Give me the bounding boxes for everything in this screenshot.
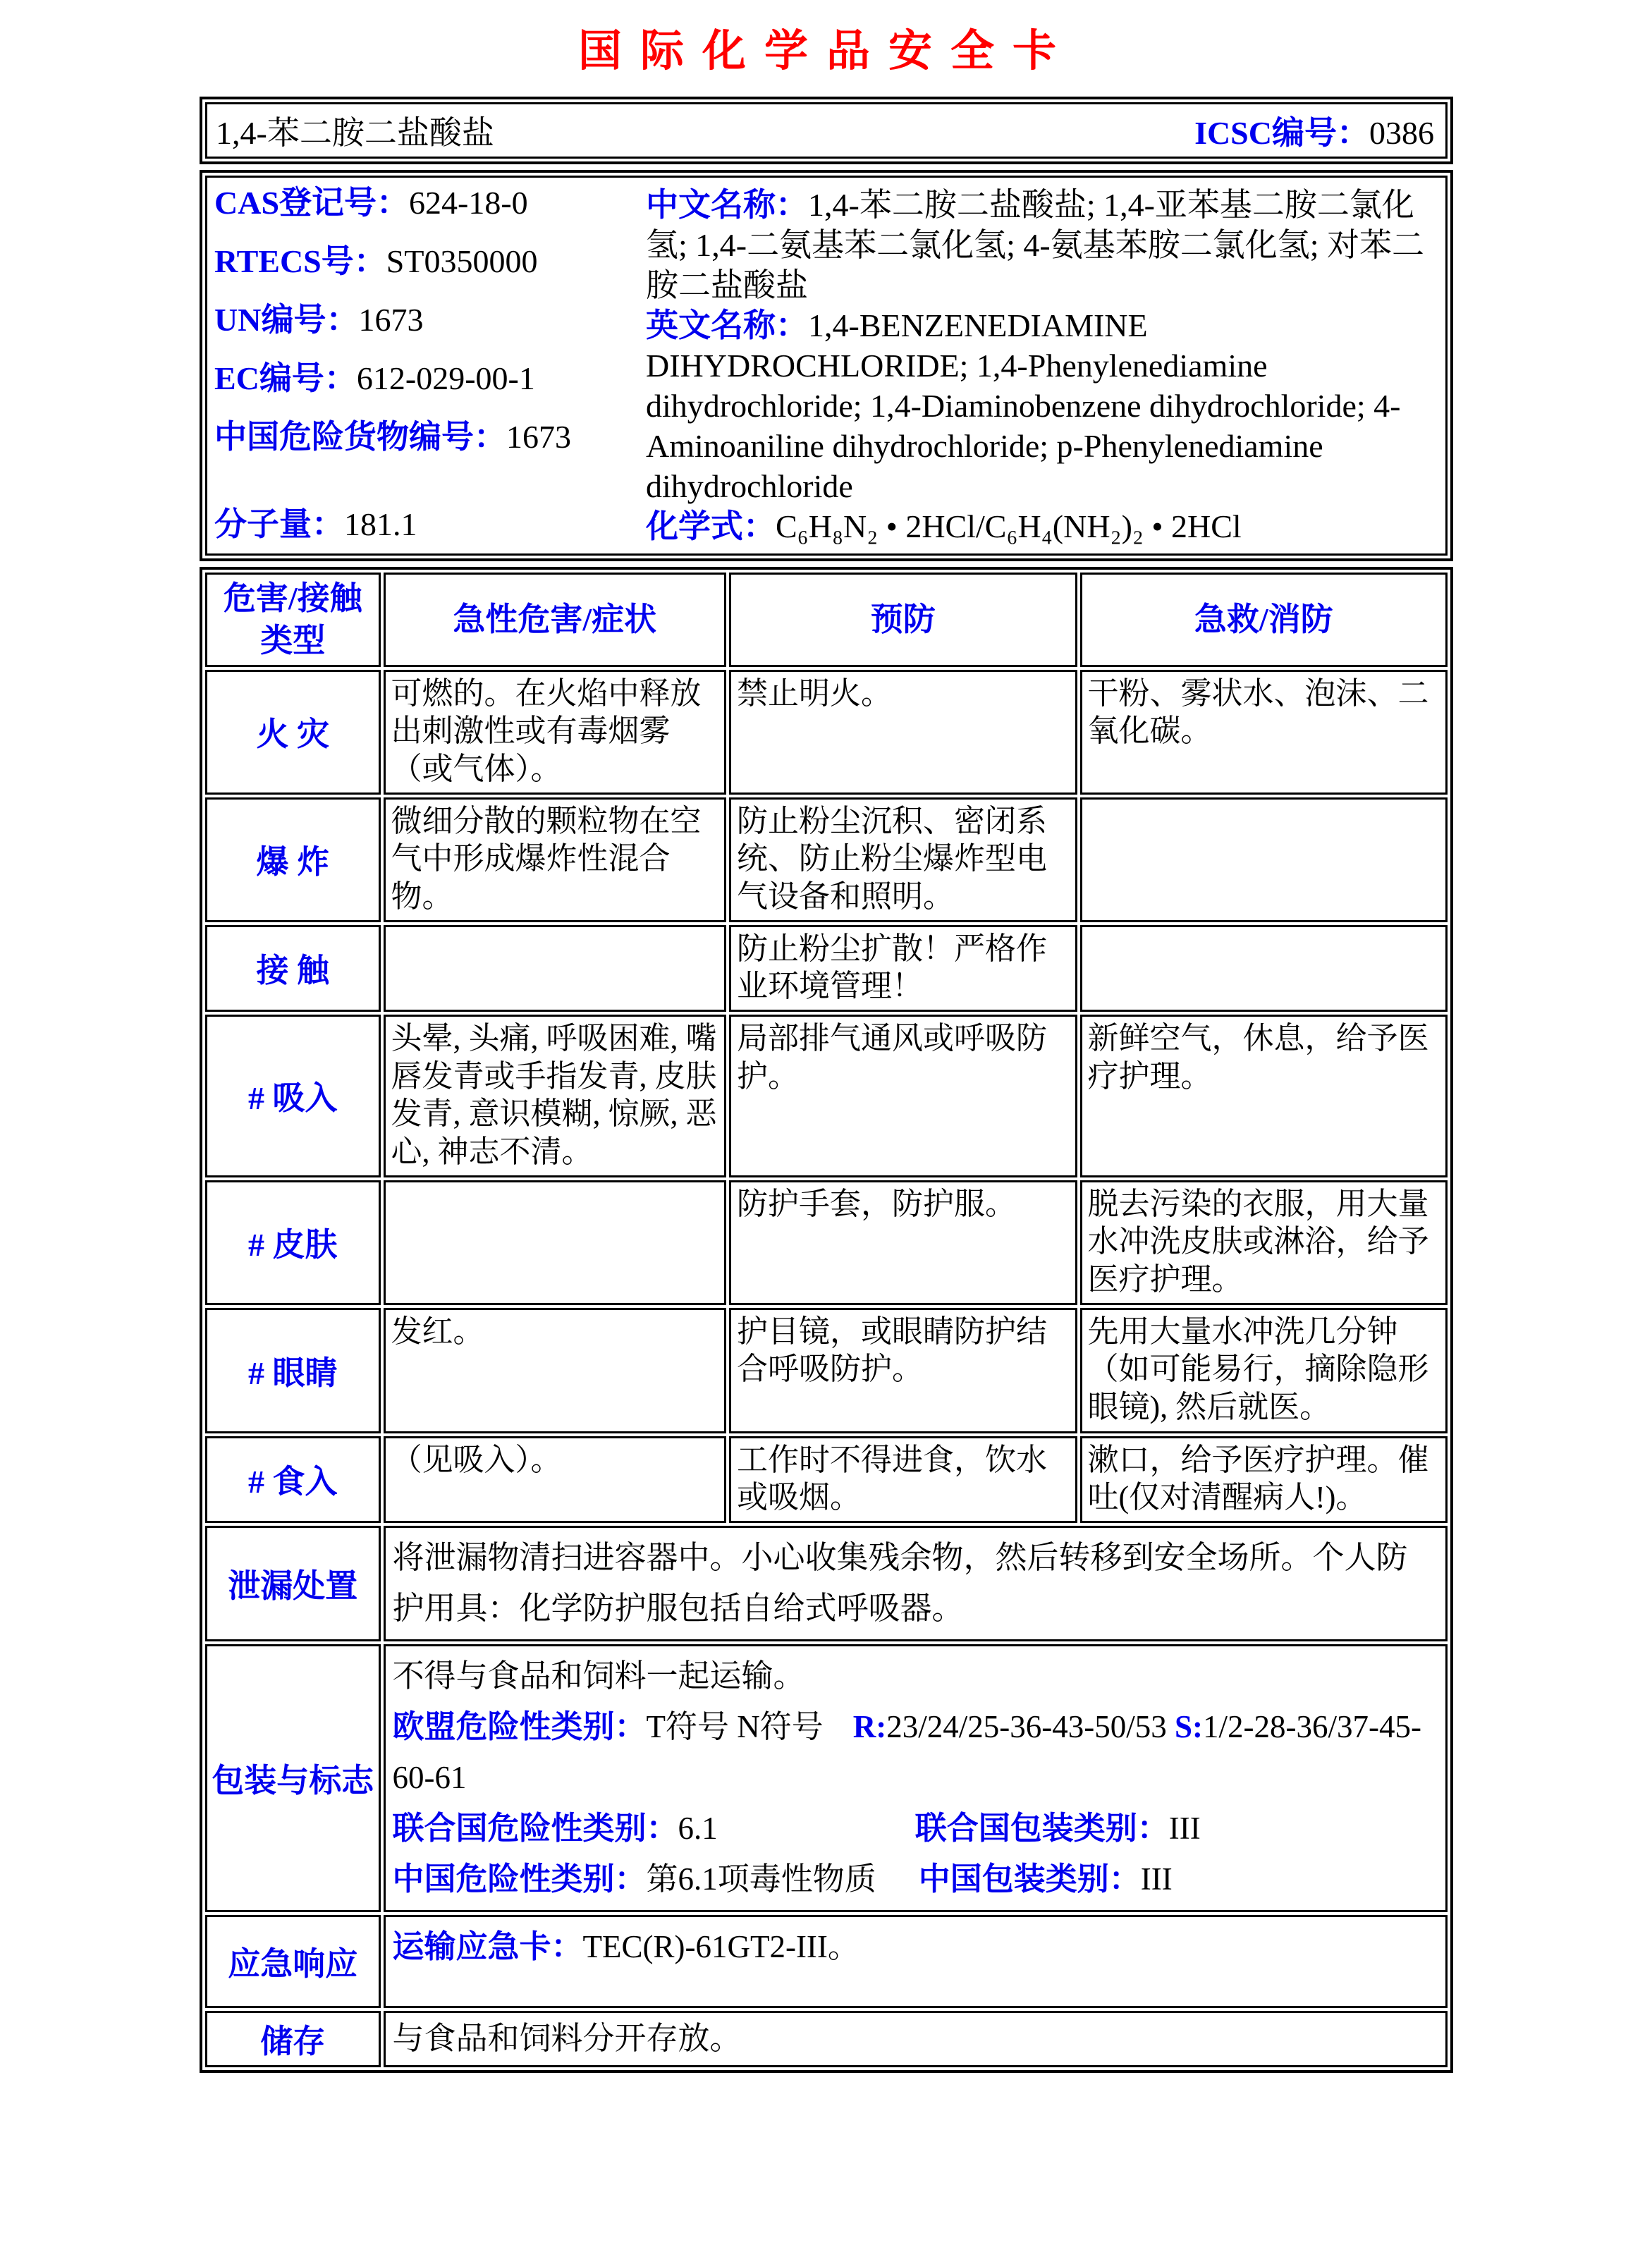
english-name-row — [646, 305, 1440, 506]
contact-firstaid — [1080, 925, 1448, 1012]
eyes-symptoms: 发红。 — [384, 1308, 727, 1433]
hazard-row-eyes — [205, 1308, 1448, 1433]
ingestion-symptoms: （见吸入）。 — [384, 1436, 727, 1523]
molecular-weight-row — [214, 506, 646, 544]
icsc-number — [1194, 107, 1434, 154]
hazard-row-inhalation — [205, 1015, 1448, 1177]
inhalation-firstaid: 新鲜空气，休息，给予医疗护理。 — [1080, 1015, 1448, 1177]
ingestion-prevention: 工作时不得进食，饮水或吸烟。 — [729, 1436, 1077, 1523]
ec-label: EC编号： — [214, 360, 357, 396]
fire-prevention: 禁止明火。 — [729, 670, 1077, 795]
packaging-row — [205, 1644, 1448, 1912]
packaging-eu-line — [393, 1701, 1439, 1803]
icsc-card — [200, 0, 1453, 2073]
formula-label: 化学式： — [646, 508, 776, 544]
contact-label: 接 触 — [205, 925, 381, 1012]
un-value: 1673 — [358, 301, 424, 338]
chinese-name-value: 1,4-苯二胺二盐酸盐; 1,4-亚苯基二胺二氯化氢; 1,4-二氨基苯二氯化氢; 4-氨基苯胺二氯化氢; 对苯二胺二盐酸盐 — [646, 187, 1424, 303]
un-class-value: 6.1 — [678, 1811, 718, 1847]
eu-s-value: 1/2-28-36/37-45-60-61 — [392, 1709, 1421, 1796]
identifier-row-rtecs — [214, 243, 646, 281]
cn-class-label: 中国危险性类别： — [392, 1861, 647, 1897]
identification-block — [200, 170, 1453, 561]
un-pack-label: 联合国包装类别： — [914, 1811, 1169, 1847]
emergency-label: 应急响应 — [205, 1915, 381, 2008]
identifier-row-cas — [214, 185, 646, 222]
ingestion-label: # 食入 — [205, 1436, 381, 1523]
hazard-row-skin — [205, 1180, 1448, 1305]
cn-pack-label: 中国包装类别： — [918, 1861, 1141, 1897]
cas-label: CAS登记号： — [214, 185, 410, 221]
explosion-label: 爆 炸 — [205, 797, 381, 922]
chemical-name: 1,4-苯二胺二盐酸盐 — [216, 115, 494, 151]
identifier-row-un — [214, 302, 646, 339]
chinese-name-label: 中文名称： — [646, 187, 808, 223]
explosion-prevention: 防止粉尘沉积、密闭系统、防止粉尘爆炸型电气设备和照明。 — [729, 797, 1077, 922]
chinese-name-row — [646, 185, 1440, 305]
inhalation-symptoms: 头晕, 头痛, 呼吸困难, 嘴唇发青或手指发青, 皮肤发青, 意识模糊, 惊厥, 恶心, 神志不清。 — [384, 1015, 727, 1177]
eyes-label: # 眼睛 — [205, 1308, 381, 1433]
spill-text: 将泄漏物清扫进容器中。小心收集残余物，然后转移到安全场所。个人防护用具：化学防护服包括自给式呼吸器。 — [384, 1526, 1448, 1641]
fire-firstaid: 干粉、雾状水、泡沫、二氧化碳。 — [1080, 670, 1448, 795]
packaging-transport-note: 不得与食品和饲料一起运输。 — [392, 1658, 805, 1694]
explosion-symptoms: 微细分散的颗粒物在空气中形成爆炸性混合物。 — [384, 797, 727, 922]
hazard-row-ingestion — [205, 1436, 1448, 1523]
fire-symptoms: 可燃的。在火焰中释放出刺激性或有毒烟雾（或气体）。 — [384, 670, 727, 795]
identifier-row-cn-dangerous-goods — [214, 419, 646, 456]
skin-label: # 皮肤 — [205, 1180, 381, 1305]
cn-class-value: 第6.1项毒性物质 — [646, 1861, 876, 1897]
english-name-value: 1,4-BENZENEDIAMINE DIHYDROCHLORIDE; 1,4-Phenylenediamine dihydrochloride; 1,4-Diaminobenzene dihydrochloride; 4-Aminoaniline dihydrochloride; p-Phenylenediamine dihydrochloride — [646, 307, 1401, 504]
un-label: UN编号： — [214, 301, 359, 338]
inhalation-label: # 吸入 — [205, 1015, 381, 1177]
eu-class-label: 欧盟危险性类别： — [392, 1709, 647, 1745]
explosion-firstaid — [1080, 797, 1448, 922]
packaging-cn-line — [393, 1854, 1439, 1904]
eu-s-label: S: — [1174, 1709, 1203, 1745]
skin-symptoms — [384, 1180, 727, 1305]
storage-row — [205, 2011, 1448, 2067]
registry-numbers-panel — [214, 185, 646, 546]
icsc-number-label: ICSC编号： — [1194, 115, 1369, 151]
formula-value: C₆H₈N₂ • 2HCl/C₆H₄(NH₂)₂ • 2HCl — [776, 508, 1242, 544]
eu-r-value: 23/24/25-36-43-50/53 — [886, 1709, 1167, 1745]
contact-symptoms — [384, 925, 727, 1012]
cn-dg-value: 1673 — [506, 418, 571, 455]
icsc-number-value: 0386 — [1369, 115, 1434, 151]
transport-card-value: TEC(R)-61GT2-III。 — [582, 1929, 859, 1965]
packaging-content — [384, 1644, 1448, 1912]
emergency-row — [205, 1915, 1448, 2008]
spill-label: 泄漏处置 — [205, 1526, 381, 1641]
rtecs-label: RTECS号： — [214, 243, 386, 279]
hazard-header-prevention: 预防 — [729, 573, 1077, 667]
cas-value: 624-18-0 — [409, 185, 528, 221]
page-title: 国际化学品安全卡 — [577, 27, 1075, 75]
skin-prevention: 防护手套，防护服。 — [729, 1180, 1077, 1305]
hazard-header-type: 危害/接触类型 — [205, 573, 381, 667]
un-pack-value: III — [1168, 1811, 1201, 1847]
eu-r-label: R: — [852, 1709, 887, 1745]
emergency-content — [384, 1915, 1448, 2008]
header-strip — [200, 97, 1453, 164]
cn-pack-value: III — [1140, 1861, 1173, 1897]
fire-label: 火 灾 — [205, 670, 381, 795]
identifier-row-ec — [214, 360, 646, 398]
ec-value: 612-029-00-1 — [356, 360, 535, 396]
contact-prevention: 防止粉尘扩散！严格作业环境管理！ — [729, 925, 1077, 1012]
formula-row — [646, 506, 1440, 546]
molecular-weight-value: 181.1 — [344, 506, 417, 543]
cn-dg-label: 中国危险货物编号： — [214, 418, 506, 455]
hazard-header-symptoms: 急性危害/症状 — [384, 573, 727, 667]
hazard-row-fire — [205, 670, 1448, 795]
rtecs-value: ST0350000 — [386, 243, 538, 279]
inhalation-prevention: 局部排气通风或呼吸防护。 — [729, 1015, 1077, 1177]
skin-firstaid: 脱去污染的衣服，用大量水冲洗皮肤或淋浴，给予医疗护理。 — [1080, 1180, 1448, 1305]
eyes-prevention: 护目镜，或眼睛防护结合呼吸防护。 — [729, 1308, 1077, 1433]
space — [1167, 1709, 1175, 1744]
english-name-label: 英文名称： — [646, 307, 808, 343]
spill-row — [205, 1526, 1448, 1641]
names-panel — [646, 185, 1440, 546]
transport-card-label: 运输应急卡： — [392, 1929, 583, 1965]
hazard-row-explosion — [205, 797, 1448, 922]
un-class-label: 联合国危险性类别： — [392, 1811, 678, 1847]
eu-class-symbols: T符号 N符号 — [646, 1709, 824, 1745]
hazard-table — [200, 567, 1453, 2073]
packaging-label: 包装与标志 — [205, 1644, 381, 1912]
molecular-weight-label: 分子量： — [214, 506, 344, 543]
ingestion-firstaid: 漱口，给予医疗护理。催吐(仅对清醒病人!)。 — [1080, 1436, 1448, 1523]
packaging-un-line — [393, 1803, 1439, 1854]
hazard-header-firstaid: 急救/消防 — [1080, 573, 1448, 667]
storage-text: 与食品和饲料分开存放。 — [384, 2011, 1448, 2067]
eyes-firstaid: 先用大量水冲洗几分钟（如可能易行，摘除隐形眼镜), 然后就医。 — [1080, 1308, 1448, 1433]
storage-label: 储存 — [205, 2011, 381, 2067]
hazard-row-contact — [205, 925, 1448, 1012]
hazard-header-row — [205, 573, 1448, 667]
